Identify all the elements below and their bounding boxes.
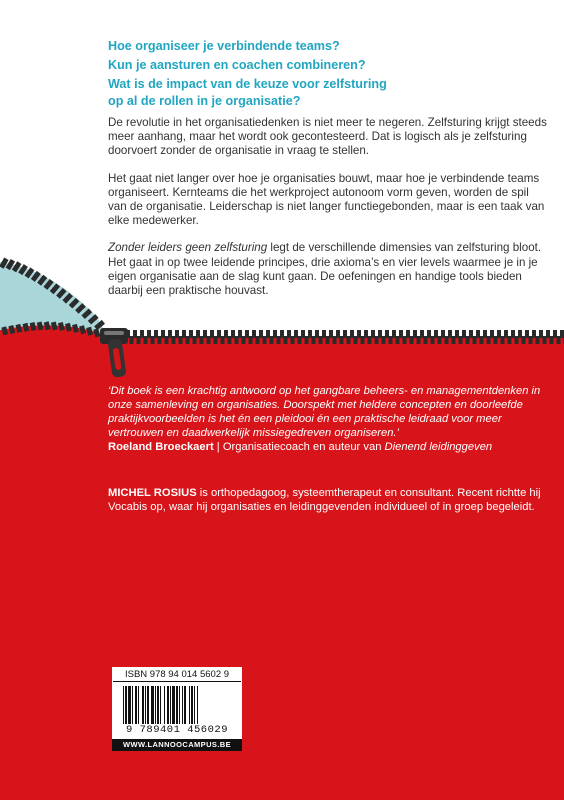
endorsement-quote: ‘Dit boek is een krachtig antwoord op het gangbare beheers- en managementdenken in onze samenleving en organisaties. Doorspekt met heldere concepten en doorleefde praktijkvoorbeelden is het én een pleidooi én een praktische leidraad voor meer vertrouwen en daadwerkelijk missiegedreven organiseren.’ xyxy=(108,385,541,439)
zipper-tooth xyxy=(518,330,522,338)
zipper-tooth xyxy=(270,336,274,344)
zipper-tooth xyxy=(445,336,449,344)
zipper-tooth xyxy=(438,336,442,344)
endorsement-attribution xyxy=(108,440,548,454)
author-name: MICHEL ROSIUS xyxy=(108,487,197,499)
zipper-tooth xyxy=(308,330,312,338)
zipper-tooth xyxy=(151,336,155,344)
zipper-tooth xyxy=(354,336,358,344)
question-1: Hoe organiseer je verbindende teams? xyxy=(108,39,340,53)
barcode-icon xyxy=(123,686,231,724)
zipper-tooth xyxy=(137,336,141,344)
zipper-tooth xyxy=(256,336,260,344)
zipper-tooth xyxy=(504,330,508,338)
zipper-tooth xyxy=(235,336,239,344)
zipper-tooth xyxy=(315,330,319,338)
zipper-tooth xyxy=(294,330,298,338)
zipper-tooth xyxy=(406,330,410,338)
zipper-tooth xyxy=(242,336,246,344)
zipper-tooth xyxy=(291,336,295,344)
blurb-paragraph-1: De revolutie in het organisatiedenken is niet meer te negeren. Zelfsturing krijgt steeds meer aanhang, maar het wordt ook gecontesteerd. Dat is logisch als je zelfsturing doorvoert zonder de organisatie in vraag te stellen. xyxy=(108,116,547,158)
barcode-bar xyxy=(128,686,131,724)
zipper-tooth xyxy=(263,336,267,344)
barcode-bar xyxy=(170,686,171,724)
blurb-paragraph-2: Het gaat niet langer over hoe je organisaties bouwt, maar hoe je verbindende teams organiseert. Kernteams die het werkproject autonoom vorm geven, worden de spil van de organisatie. Leiderschap is niet langer functiegebonden, maar is een taak van elke medewerker. xyxy=(108,171,545,228)
zipper-tooth xyxy=(515,336,519,344)
zipper-tooth xyxy=(553,330,557,338)
isbn-label: ISBN 978 94 014 5602 9 xyxy=(113,668,241,682)
zipper-tooth xyxy=(301,330,305,338)
zipper-tooth xyxy=(424,336,428,344)
zipper-tooth xyxy=(431,336,435,344)
zipper-tooth xyxy=(175,330,179,338)
zipper-tooth xyxy=(413,330,417,338)
barcode-bar xyxy=(194,686,195,724)
zipper-tooth xyxy=(560,330,564,338)
zipper-tooth xyxy=(158,336,162,344)
zipper-tooth xyxy=(252,330,256,338)
zipper-tooth xyxy=(347,336,351,344)
zipper-tooth xyxy=(280,330,284,338)
barcode-bar xyxy=(125,686,127,724)
barcode-bar xyxy=(172,686,175,724)
barcode-bar xyxy=(147,686,149,724)
zipper-tooth xyxy=(189,330,193,338)
zipper-tooth xyxy=(473,336,477,344)
barcode-bar xyxy=(179,686,180,724)
endorser-name: Roeland Broeckaert xyxy=(108,441,214,453)
barcode-bar xyxy=(189,686,190,724)
zipper-tooth xyxy=(207,336,211,344)
endorsement xyxy=(108,384,548,454)
barcode-bar xyxy=(145,686,146,724)
zipper-tooth xyxy=(165,336,169,344)
zipper-tooth xyxy=(385,330,389,338)
zipper-tooth xyxy=(329,330,333,338)
zipper-tooth xyxy=(525,330,529,338)
zipper-tooth xyxy=(273,330,277,338)
barcode-bar xyxy=(167,686,169,724)
barcode-bar xyxy=(155,686,156,724)
zipper-tooth xyxy=(333,336,337,344)
zipper-tooth xyxy=(284,336,288,344)
zipper-tooth xyxy=(259,330,263,338)
zipper-tooth xyxy=(490,330,494,338)
zipper-tooth xyxy=(497,330,501,338)
book-title-inline: Zonder leiders geen zelfsturing xyxy=(108,241,268,255)
zipper-tooth xyxy=(378,330,382,338)
zipper-tooth xyxy=(427,330,431,338)
barcode-bar xyxy=(160,686,161,724)
blurb xyxy=(108,116,548,311)
zipper-tooth xyxy=(130,336,134,344)
barcode-bar xyxy=(191,686,193,724)
zipper-tooth xyxy=(494,336,498,344)
zipper-tooth xyxy=(305,336,309,344)
zipper-tooth xyxy=(340,336,344,344)
barcode-bar xyxy=(138,686,139,724)
barcode-bar xyxy=(132,686,133,724)
zipper-tooth xyxy=(193,336,197,344)
zipper-tooth xyxy=(476,330,480,338)
zipper-tooth xyxy=(546,330,550,338)
barcode-bar xyxy=(182,686,183,724)
zipper-tooth xyxy=(231,330,235,338)
author-bio-text xyxy=(108,486,548,514)
zipper-tooth xyxy=(319,336,323,344)
zipper-tooth xyxy=(543,336,547,344)
zipper-tooth xyxy=(389,336,393,344)
zipper-tooth xyxy=(459,336,463,344)
author-bio xyxy=(108,486,548,514)
author-description: is orthopedagoog, systeemtherapeut en consultant. Recent richtte hij Vocabis op, waar hij organisaties en leidinggevenden individueel of in groep begeleidt. xyxy=(108,487,541,513)
zipper-tooth xyxy=(144,336,148,344)
zipper-tooth xyxy=(462,330,466,338)
question-3-line-1: Wat is de impact van de keuze voor zelfsturing xyxy=(108,77,387,91)
blurb-paragraph-3 xyxy=(108,241,548,298)
blurb-paragraph-3-rest: legt de verschillende dimensies van zelfsturing bloot. Het gaat in op twee leidende principes, drie axioma’s en vier levels waarmee je in je eigen organisatie aan de slag kunt gaan. De oefeningen en handige tools bieden daarbij een praktische houvast. xyxy=(108,241,542,298)
barcode-bar xyxy=(123,686,124,724)
barcode-bar xyxy=(157,686,159,724)
endorser-role: | Organisatiecoach en auteur van xyxy=(213,441,385,453)
zipper-tooth xyxy=(298,336,302,344)
zipper-tooth xyxy=(277,336,281,344)
zipper-tooth xyxy=(550,336,554,344)
barcode-box xyxy=(112,667,242,739)
barcode-bar xyxy=(197,686,198,724)
zipper-tooth xyxy=(375,336,379,344)
zipper-tooth xyxy=(487,336,491,344)
zipper-tooth xyxy=(217,330,221,338)
zipper-tooth xyxy=(168,330,172,338)
zipper-tooth xyxy=(203,330,207,338)
zipper-tooth xyxy=(399,330,403,338)
barcode-number: 9 789401 456029 xyxy=(125,724,228,736)
zipper-tooth xyxy=(371,330,375,338)
zipper-tooth xyxy=(529,336,533,344)
barcode-bar xyxy=(151,686,154,724)
zipper-tooth xyxy=(417,336,421,344)
zipper-tooth xyxy=(196,330,200,338)
barcode-bar xyxy=(142,686,144,724)
zipper-tooth xyxy=(410,336,414,344)
zipper-tooth xyxy=(403,336,407,344)
barcode-bar xyxy=(176,686,178,724)
zipper-tooth xyxy=(441,330,445,338)
barcode-bar xyxy=(164,686,165,724)
zipper-tooth xyxy=(249,336,253,344)
zipper-tooth xyxy=(312,336,316,344)
question-list xyxy=(108,38,538,112)
zipper-tooth xyxy=(182,330,186,338)
zipper-tooth xyxy=(508,336,512,344)
zipper-tooth xyxy=(536,336,540,344)
zipper-tooth xyxy=(532,330,536,338)
zipper-tooth xyxy=(228,336,232,344)
publisher-website: WWW.LANNOOCAMPUS.BE xyxy=(112,739,242,751)
zipper-tooth xyxy=(483,330,487,338)
zipper-tooth xyxy=(179,336,183,344)
zipper-tooth xyxy=(186,336,190,344)
zipper-tooth xyxy=(539,330,543,338)
zipper-tooth xyxy=(221,336,225,344)
zipper-tooth xyxy=(357,330,361,338)
zipper-tooth xyxy=(522,336,526,344)
barcode-bar xyxy=(135,686,137,724)
zipper-tooth xyxy=(469,330,473,338)
zipper-tooth xyxy=(361,336,365,344)
zipper-tooth xyxy=(224,330,228,338)
zipper-tooth xyxy=(420,330,424,338)
zipper-tooth xyxy=(434,330,438,338)
zipper-tooth xyxy=(364,330,368,338)
zipper-tooth xyxy=(266,330,270,338)
zipper-tooth xyxy=(392,330,396,338)
zipper-tooth xyxy=(238,330,242,338)
zipper-tooth xyxy=(147,330,151,338)
zipper-tooth xyxy=(368,336,372,344)
question-3-line-2: op al de rollen in je organisatie? xyxy=(108,94,301,108)
zipper-tooth xyxy=(382,336,386,344)
zipper-tooth xyxy=(287,330,291,338)
zipper-tooth xyxy=(448,330,452,338)
zipper-tooth xyxy=(210,330,214,338)
zipper-tooth xyxy=(214,336,218,344)
zipper-tooth xyxy=(161,330,165,338)
zipper-tooth xyxy=(501,336,505,344)
zipper-tooth xyxy=(455,330,459,338)
zipper-tooth xyxy=(396,336,400,344)
zipper-tooth xyxy=(343,330,347,338)
question-3 xyxy=(108,76,538,110)
barcode-bar xyxy=(184,686,186,724)
zipper-tooth xyxy=(200,336,204,344)
zipper-tooth xyxy=(452,336,456,344)
zipper-tooth xyxy=(336,330,340,338)
zipper-tooth xyxy=(350,330,354,338)
zipper-tooth xyxy=(557,336,561,344)
zipper-tooth xyxy=(245,330,249,338)
zipper-tooth xyxy=(466,336,470,344)
zipper-tooth xyxy=(326,336,330,344)
zipper-tooth xyxy=(133,330,137,338)
zipper-tooth xyxy=(480,336,484,344)
zipper-tooth xyxy=(172,336,176,344)
endorser-book: Dienend leidinggeven xyxy=(384,441,493,453)
zipper-tooth xyxy=(322,330,326,338)
zipper-tooth xyxy=(154,330,158,338)
zipper-tooth xyxy=(140,330,144,338)
zipper-tooth xyxy=(511,330,515,338)
question-2: Kun je aansturen en coachen combineren? xyxy=(108,58,366,72)
